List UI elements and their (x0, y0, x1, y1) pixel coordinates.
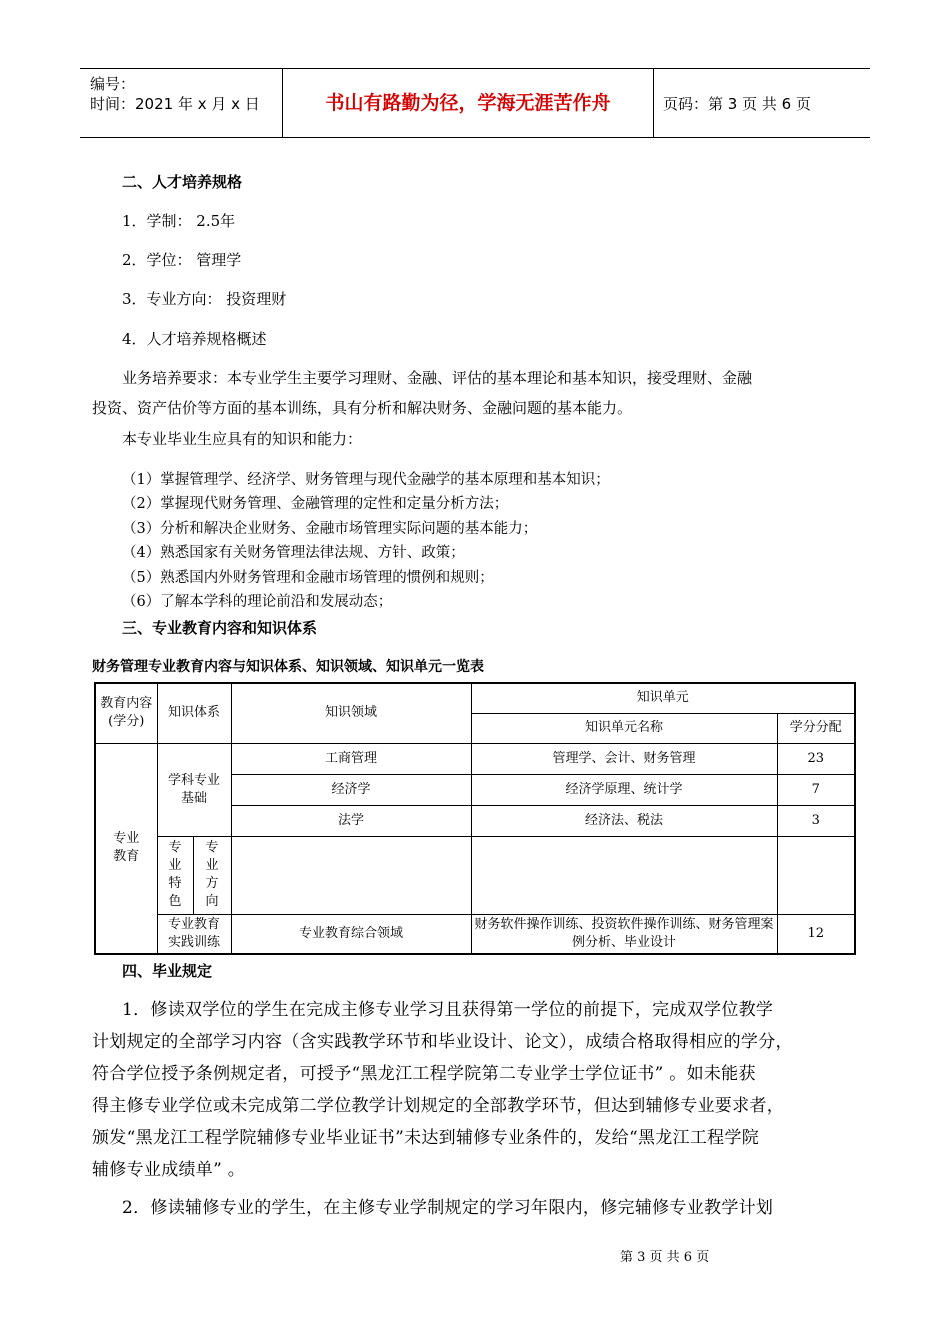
page-header (80, 68, 870, 138)
practice-unit: 财务软件操作训练、投资软件操作训练、财务管理案例分析、毕业设计 (471, 914, 777, 954)
ability-item: （2）掌握现代财务管理、金融管理的定性和定量分析方法； (122, 496, 509, 512)
ability-item: （3）分析和解决企业财务、金融市场管理实际问题的基本能力； (122, 521, 538, 537)
section-2-title: 二、人才培养规格 (122, 173, 243, 191)
cell-direction: 专业方向 (193, 836, 231, 914)
header-content: 教育内容(学分) (95, 683, 157, 743)
practice-credit: 12 (777, 914, 855, 954)
item-overview: 4．人才培养规格概述 (122, 330, 267, 348)
requirement-line-2: 投资、资产估价等方面的基本训练，具有分析和解决财务、金融问题的基本能力。 (92, 399, 633, 417)
table-row-unit: 经济法、税法 (471, 805, 777, 836)
table-row-credit: 7 (777, 774, 855, 805)
header-credit: 学分分配 (777, 713, 855, 743)
table-row-unit: 经济学原理、统计学 (471, 774, 777, 805)
rule-2-line: 2．修读辅修专业的学生，在主修专业学制规定的学习年限内，修完辅修专业教学计划 (122, 1198, 774, 1218)
item-direction: 3．专业方向： 投资理财 (122, 290, 287, 308)
header-field: 知识领域 (231, 683, 471, 743)
knowledge-table (94, 682, 856, 955)
header-meta (80, 69, 282, 137)
table-row-unit: 管理学、会计、财务管理 (471, 743, 777, 774)
ability-intro: 本专业毕业生应具有的知识和能力： (122, 430, 363, 448)
table-row-credit: 23 (777, 743, 855, 774)
table-empty-cell (471, 836, 777, 914)
document-number: 编号： (90, 75, 136, 93)
table-title: 财务管理专业教育内容与知识体系、知识领域、知识单元一览表 (92, 659, 484, 675)
requirement-line-1: 业务培养要求：本专业学生主要学习理财、金融、评估的基本理论和基本知识，接受理财、金融 (122, 369, 753, 387)
rule-1-line: 1．修读双学位的学生在完成主修专业学习且获得第一学位的前提下，完成双学位教学 (122, 1000, 774, 1020)
header-page-number: 页码：第 3 页 共 6 页 (663, 95, 811, 113)
page-footer: 第 3 页 共 6 页 (620, 1250, 710, 1265)
ability-item: （1）掌握管理学、经济学、财务管理与现代金融学的基本原理和基本知识； (122, 472, 610, 488)
ability-item: （4）熟悉国家有关财务管理法律法规、方针、政策； (122, 545, 465, 561)
section-3-title: 三、专业教育内容和知识体系 (122, 619, 318, 637)
header-unit: 知识单元 (471, 683, 855, 713)
rule-1-line: 符合学位授予条例规定者，可授予“黑龙江工程学院第二专业学士学位证书” 。如未能获 (92, 1064, 756, 1084)
table-row-credit: 3 (777, 805, 855, 836)
document-date: 时间：2021 年 x 月 x 日 (90, 95, 260, 113)
rule-1-line: 辅修专业成绩单” 。 (92, 1160, 246, 1180)
cell-feature: 专业特色 (157, 836, 193, 914)
cell-professional-education: 专业教育 (95, 743, 157, 954)
header-unit-name: 知识单元名称 (471, 713, 777, 743)
header-motto: 书山有路勤为径，学海无涯苦作舟 (282, 69, 654, 137)
rule-1-line: 颁发“黑龙江工程学院辅修专业毕业证书”未达到辅修专业条件的，发给“黑龙江工程学院 (92, 1128, 760, 1148)
rule-1-line: 计划规定的全部学习内容（含实践教学环节和毕业设计、论文），成绩合格取得相应的学分， (92, 1032, 793, 1052)
table-row-field: 经济学 (231, 774, 471, 805)
table-empty-cell (777, 836, 855, 914)
cell-basic: 学科专业基础 (157, 743, 231, 836)
item-duration: 1．学制： 2.5年 (122, 212, 236, 230)
header-system: 知识体系 (157, 683, 231, 743)
practice-field: 专业教育综合领域 (231, 914, 471, 954)
rule-1-line: 得主修专业学位或未完成第二学位教学计划规定的全部教学环节，但达到辅修专业要求者， (92, 1096, 784, 1116)
table-empty-cell (231, 836, 471, 914)
ability-item: （6）了解本学科的理论前沿和发展动态； (122, 594, 393, 610)
section-4-title: 四、毕业规定 (122, 962, 213, 980)
ability-item: （5）熟悉国内外财务管理和金融市场管理的惯例和规则； (122, 570, 494, 586)
table-row-field: 法学 (231, 805, 471, 836)
item-degree: 2．学位： 管理学 (122, 251, 242, 269)
cell-practice: 专业教育实践训练 (157, 914, 231, 954)
table-row-field: 工商管理 (231, 743, 471, 774)
